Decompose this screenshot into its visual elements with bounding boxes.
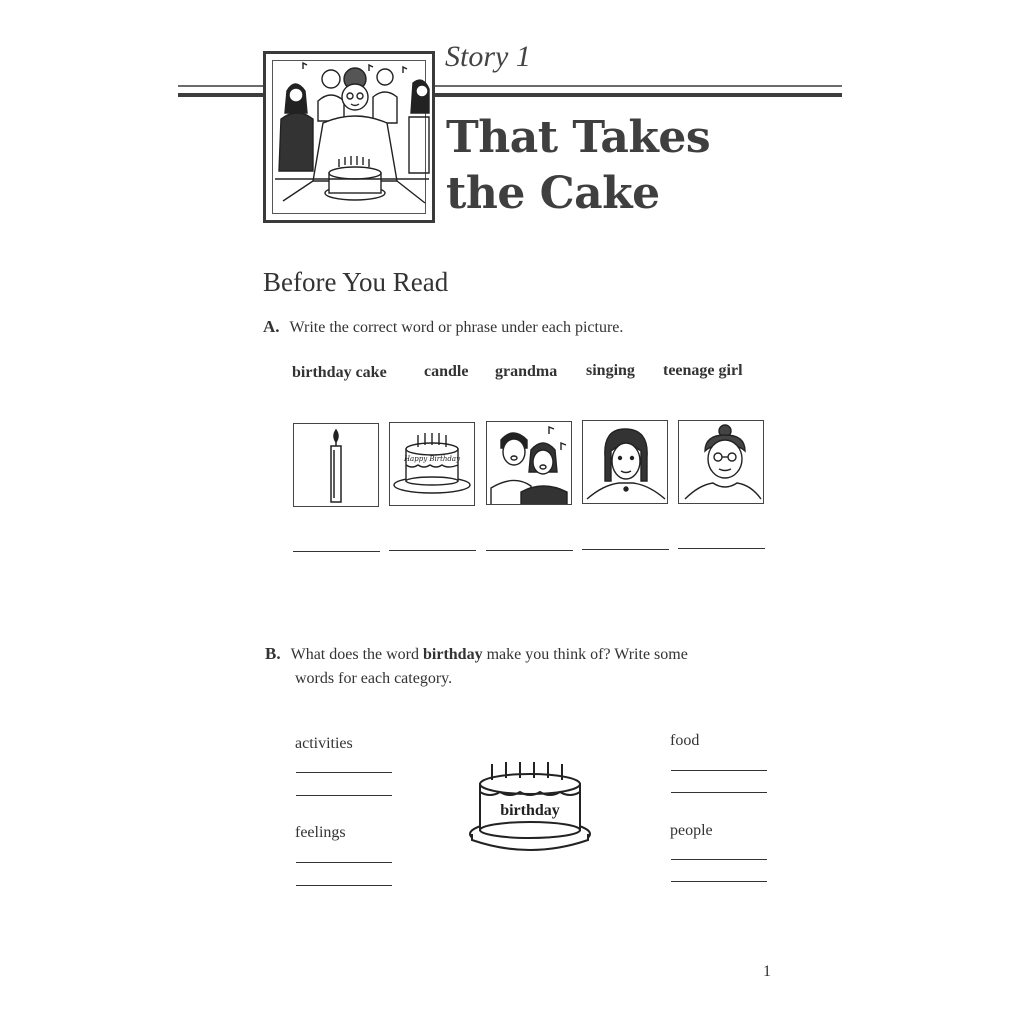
story-illustration (263, 51, 435, 223)
answer-blank-4[interactable] (582, 549, 669, 550)
answer-blank-5[interactable] (678, 548, 765, 549)
activities-blank-2[interactable] (296, 795, 392, 796)
question-b-letter: B. (265, 644, 281, 663)
picture-box-3 (486, 421, 572, 505)
feelings-blank-1[interactable] (296, 862, 392, 863)
category-people: people (670, 822, 713, 839)
answer-blank-2[interactable] (389, 550, 476, 551)
food-blank-1[interactable] (671, 770, 767, 771)
question-b-keyword: birthday (423, 646, 483, 663)
category-food: food (670, 732, 700, 749)
story-title (446, 110, 826, 222)
question-b (265, 643, 785, 667)
word-birthday-cake: birthday cake (292, 364, 387, 381)
question-a-text: Write the correct word or phrase under each picture. (289, 319, 624, 336)
word-teenage-girl: teenage girl (663, 362, 743, 379)
question-a (263, 316, 623, 340)
answer-blank-1[interactable] (293, 551, 380, 552)
word-candle: candle (424, 363, 469, 380)
center-cake-label: birthday (500, 802, 560, 819)
picture-box-4 (582, 420, 668, 504)
party-scene-icon (273, 61, 431, 219)
people-blank-1[interactable] (671, 859, 767, 860)
question-b-text (291, 646, 688, 663)
candle-icon (294, 424, 378, 506)
feelings-blank-2[interactable] (296, 885, 392, 886)
section-heading: Before You Read (263, 267, 449, 297)
cake-writing: Happy Birthday (403, 455, 461, 463)
center-cake (466, 756, 594, 856)
word-singing: singing (586, 362, 635, 379)
people-blank-2[interactable] (671, 881, 767, 882)
title-line-1: That Takes (446, 112, 711, 163)
grandma-icon (679, 421, 763, 503)
singing-people-icon (487, 422, 571, 504)
question-a-letter: A. (263, 317, 280, 336)
picture-box-2 (389, 422, 475, 506)
category-feelings: feelings (295, 824, 346, 841)
food-blank-2[interactable] (671, 792, 767, 793)
question-b-text-part: make you think of? Write some (482, 646, 688, 663)
picture-box-1 (293, 423, 379, 507)
page-number: 1 (763, 963, 771, 980)
answer-blank-3[interactable] (486, 550, 573, 551)
activities-blank-1[interactable] (296, 772, 392, 773)
teenage-girl-icon (583, 421, 667, 503)
word-grandma: grandma (495, 363, 558, 380)
category-activities: activities (295, 735, 353, 752)
story-label: Story 1 (445, 40, 531, 73)
title-line-2: the Cake (446, 168, 660, 219)
question-b-text-line2: words for each category. (295, 670, 453, 687)
picture-box-5 (678, 420, 764, 504)
question-b-text-part: What does the word (290, 646, 423, 663)
birthday-cake-icon (390, 423, 474, 505)
